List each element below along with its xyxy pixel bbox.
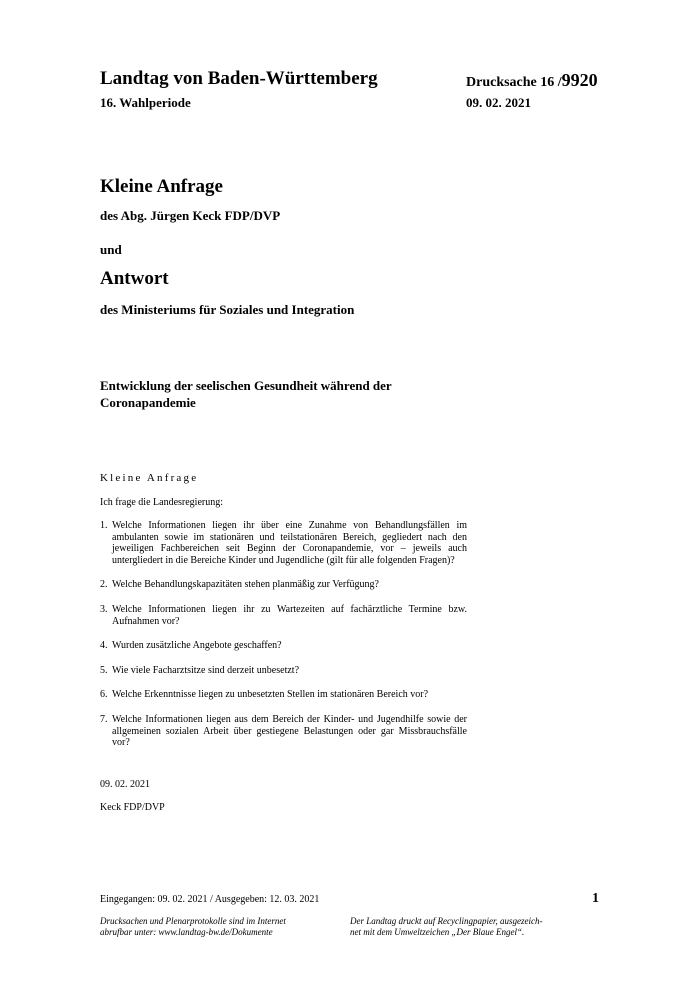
question-text: Welche Informationen liegen aus dem Bereich der Kinder- und Jugendhilfe sowie der allgemeinen sozialen Arbeit über gestiegene Belastungen oder gar Missbrauchsfälle vor? (112, 713, 467, 749)
footer-note-line: Der Landtag druckt auf Recyclingpapier, ausgezeich- (350, 916, 543, 926)
question-item (100, 714, 467, 749)
author-line: des Abg. Jürgen Keck FDP/DVP (100, 208, 281, 223)
question-number: 3. (100, 603, 108, 615)
subject-line: Entwicklung der seelischen Gesundheit während der (100, 378, 392, 393)
document-number-value: 9920 (561, 70, 598, 90)
document-date: 09. 02. 2021 (466, 95, 531, 110)
intro-text: Ich frage die Landesregierung: (100, 497, 223, 508)
legislative-period: 16. Wahlperiode (100, 95, 191, 110)
document-label: Drucksache 16 / (466, 75, 562, 90)
question-item (100, 579, 467, 591)
question-item (100, 665, 467, 677)
question-item (100, 520, 467, 566)
subject-line: Coronapandemie (100, 395, 196, 410)
und-label: und (100, 242, 122, 257)
footer-note-line: Drucksachen und Plenarprotokolle sind im Internet (100, 916, 286, 926)
question-item (100, 689, 467, 701)
signature: Keck FDP/DVP (100, 802, 165, 813)
question-item (100, 604, 467, 627)
document-number (466, 70, 598, 91)
question-text: Wurden zusätzliche Angebote geschaffen? (112, 640, 282, 652)
footer-note-line: net mit dem Umweltzeichen „Der Blaue Engel“. (350, 927, 525, 937)
question-text: Wie viele Facharztsitze sind derzeit unbesetzt? (112, 664, 300, 676)
page-number: 1 (592, 891, 599, 906)
heading-antwort: Antwort (100, 268, 169, 289)
closing-date: 09. 02. 2021 (100, 779, 150, 790)
question-number: 1. (100, 520, 108, 531)
question-number: 4. (100, 640, 108, 652)
section-label: Kleine Anfrage (100, 472, 199, 484)
footer-note-internet (100, 916, 286, 938)
question-item (100, 640, 467, 652)
question-text: Welche Erkenntnisse liegen zu unbesetzten Stellen im stationären Bereich vor? (112, 689, 429, 701)
ministry-line: des Ministeriums für Soziales und Integration (100, 302, 355, 317)
question-text: Welche Informationen liegen ihr über eine Zunahme von Behandlungsfällen im ambulanten sowie im stationären und teilstationären Bereich, gegliedert nach den jeweiligen Fachbereichen seit Beginn der Coronapandemie, vor – jeweils auch untergliedert in die Bereiche Kinder und Jugendliche (gilt für alle folgenden Fragen)? (112, 520, 467, 566)
subject-title (100, 377, 460, 411)
footer-dates: Eingegangen: 09. 02. 2021 / Ausgegeben: 12. 03. 2021 (100, 894, 320, 905)
question-list (100, 520, 467, 762)
question-number: 7. (100, 713, 108, 725)
question-text: Welche Behandlungskapazitäten stehen planmäßig zur Verfügung? (112, 579, 379, 591)
question-number: 6. (100, 689, 108, 701)
footer-note-recycling (350, 916, 542, 938)
parliament-name: Landtag von Baden-Württemberg (100, 68, 378, 89)
question-number: 5. (100, 664, 108, 676)
question-number: 2. (100, 579, 108, 591)
footer-note-line: abrufbar unter: www.landtag-bw.de/Dokumente (100, 927, 273, 937)
heading-kleine-anfrage: Kleine Anfrage (100, 176, 223, 197)
question-text: Welche Informationen liegen ihr zu Wartezeiten auf fachärztliche Termine bzw. Aufnahmen vor? (112, 603, 467, 627)
